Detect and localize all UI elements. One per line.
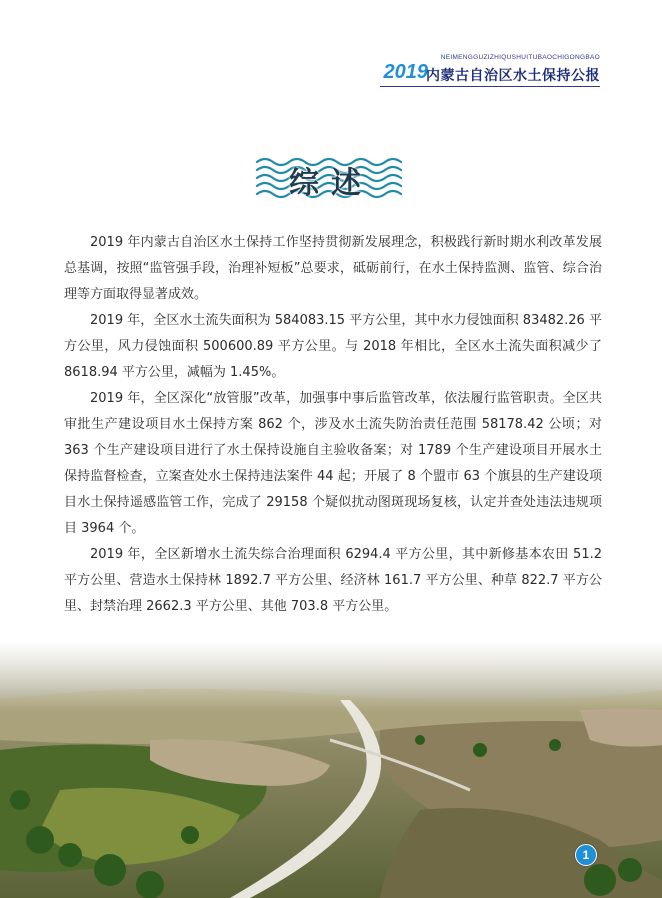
paragraph-intro: 2019 年内蒙古自治区水土保持工作坚持贯彻新发展理念，积极践行新时期水利改革发展总基调，按照“监管强手段，治理补短板”总要求，砥砺前行，在水土保持监测、监管、综合治理等方面取得显著成效。	[64, 235, 602, 302]
section-heading	[255, 152, 407, 204]
header-title: 内蒙古自治区水土保持公报	[426, 68, 600, 84]
header-year: 2019	[383, 61, 428, 83]
report-header	[300, 54, 600, 86]
header-pinyin: NEIMENGGUZIZHIQUSHUITUBAOCHIGONGBAO	[440, 54, 600, 61]
paragraph-erosion-area: 2019 年，全区水土流失面积为 584083.15 平方公里，其中水力侵蚀面积 83482.26 平方公里，风力侵蚀面积 500600.89 平方公里。与 2018 年相比，全区水土流失面积减少了 8618.94 平方公里，减幅为 1.45%。	[64, 313, 602, 380]
section-title: 综述	[289, 166, 373, 201]
paragraph-treatment: 2019 年，全区新增水土流失综合治理面积 6294.4 平方公里，其中新修基本农田 51.2 平方公里、营造水土保持林 1892.7 平方公里、经济林 161.7 平方公里、种草 822.7 平方公里、封禁治理 2662.3 平方公里、其他 703.8 平方公里。	[64, 547, 602, 614]
summary-body	[64, 230, 602, 620]
landscape-photo	[0, 640, 662, 898]
page-number: 1	[575, 844, 597, 866]
header-divider	[380, 86, 600, 87]
paragraph-supervision: 2019 年，全区深化“放管服”改革，加强事中事后监管改革，依法履行监管职责。全区共审批生产建设项目水土保持方案 862 个，涉及水土流失防治责任范围 58178.42 公顷；对 363 个生产建设项目进行了水土保持设施自主验收备案；对 1789 个生产建设项目开展水土保持监督检查，立案查处水土保持违法案件 44 起；开展了 8 个盟市 63 个旗县的生产建设项目水土保持遥感监管工作，完成了 29158 个疑似扰动图斑现场复核，认定并查处违法违规项目 3964 个。	[64, 391, 602, 536]
